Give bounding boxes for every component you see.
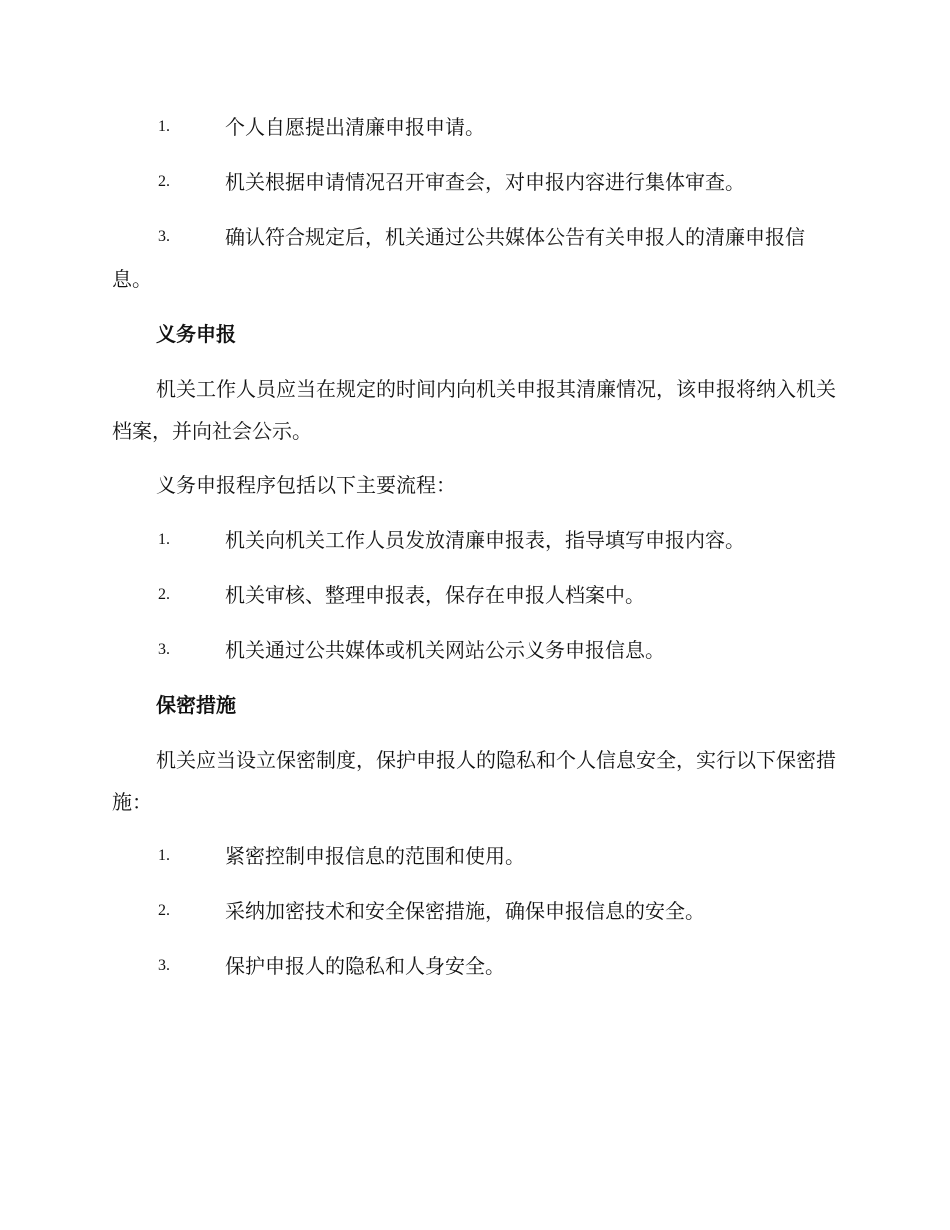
list-text: 紧密控制申报信息的范围和使用。 <box>225 844 525 868</box>
list-number: 1. <box>158 118 170 135</box>
list-text: 机关根据申请情况召开审查会，对申报内容进行集体审查。 <box>225 170 745 194</box>
list-text: 机关向机关工作人员发放清廉申报表，指导填写申报内容。 <box>225 528 745 552</box>
list-number: 2. <box>158 586 170 603</box>
list-item <box>112 629 836 671</box>
list-number: 2. <box>158 173 170 190</box>
list-text: 确认符合规定后，机关通过公共媒体公告有关申报人的清廉申报信息。 <box>112 225 805 291</box>
list-number: 1. <box>158 531 170 548</box>
list-number: 2. <box>158 902 170 919</box>
list-item <box>112 574 836 616</box>
list-item <box>112 161 836 203</box>
list-number: 3. <box>158 641 170 658</box>
section-heading-obligation: 义务申报 <box>156 322 236 346</box>
list-item <box>112 945 836 987</box>
paragraph: 机关工作人员应当在规定的时间内向机关申报其清廉情况，该申报将纳入机关档案，并向社会公示。 <box>112 377 836 443</box>
paragraph: 机关应当设立保密制度，保护申报人的隐私和个人信息安全，实行以下保密措施： <box>112 748 836 814</box>
list-text: 个人自愿提出清廉申报申请。 <box>225 115 485 139</box>
list-text: 机关通过公共媒体或机关网站公示义务申报信息。 <box>225 638 665 662</box>
list-text: 保护申报人的隐私和人身安全。 <box>225 954 505 978</box>
list-text: 机关审核、整理申报表，保存在申报人档案中。 <box>225 583 645 607</box>
list-number: 3. <box>158 957 170 974</box>
list-item <box>112 890 836 932</box>
list-number: 3. <box>158 228 170 245</box>
section-heading-confidential: 保密措施 <box>156 693 236 717</box>
list-item <box>112 519 836 561</box>
list-item <box>112 216 836 300</box>
list-item <box>112 835 836 877</box>
list-number: 1. <box>158 847 170 864</box>
list-item <box>112 106 836 148</box>
paragraph: 义务申报程序包括以下主要流程： <box>156 473 456 497</box>
list-text: 采纳加密技术和安全保密措施，确保申报信息的安全。 <box>225 899 705 923</box>
